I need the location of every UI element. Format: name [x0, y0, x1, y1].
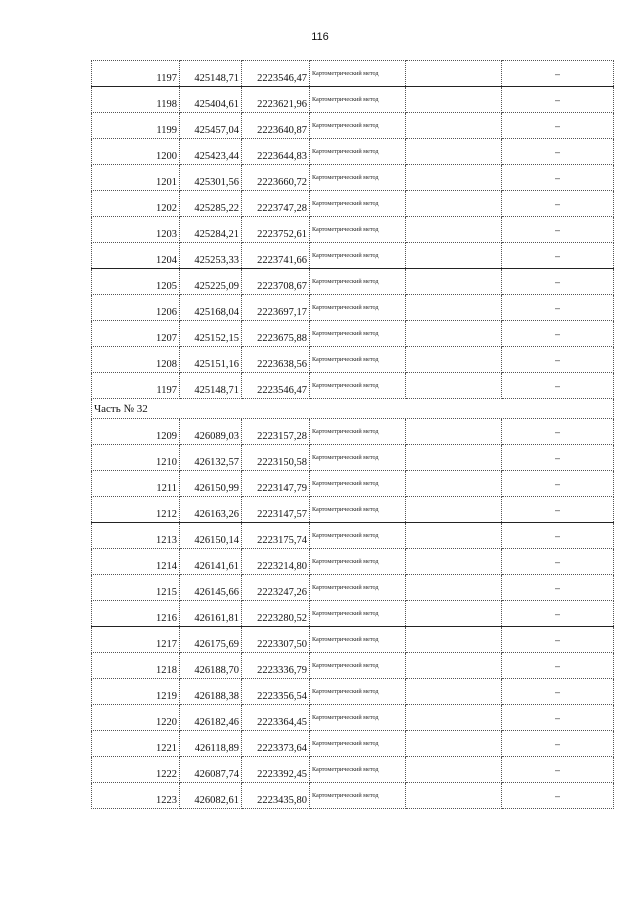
dash-cell: –	[502, 783, 614, 809]
table-row	[92, 653, 614, 679]
method-cell: Картометрический метод	[310, 217, 406, 243]
method-cell: Картометрический метод	[310, 627, 406, 653]
y-coordinate-cell: 2223147,79	[242, 471, 310, 497]
dash-cell: –	[502, 627, 614, 653]
method-cell: Картометрический метод	[310, 549, 406, 575]
point-id-cell: 1202	[92, 191, 180, 217]
empty-cell	[406, 523, 502, 549]
point-id-cell: 1201	[92, 165, 180, 191]
empty-cell	[406, 243, 502, 269]
point-id-cell: 1211	[92, 471, 180, 497]
y-coordinate-cell: 2223307,50	[242, 627, 310, 653]
empty-cell	[406, 783, 502, 809]
table-row	[92, 191, 614, 217]
table-row	[92, 87, 614, 113]
method-cell: Картометрический метод	[310, 783, 406, 809]
y-coordinate-cell: 2223752,61	[242, 217, 310, 243]
point-id-cell: 1210	[92, 445, 180, 471]
point-id-cell: 1216	[92, 601, 180, 627]
x-coordinate-cell: 426082,61	[180, 783, 242, 809]
empty-cell	[406, 549, 502, 575]
y-coordinate-cell: 2223640,87	[242, 113, 310, 139]
table-row	[92, 165, 614, 191]
method-cell: Картометрический метод	[310, 191, 406, 217]
table-row	[92, 445, 614, 471]
dash-cell: –	[502, 347, 614, 373]
y-coordinate-cell: 2223247,26	[242, 575, 310, 601]
empty-cell	[406, 471, 502, 497]
page-number: 116	[311, 31, 329, 43]
empty-cell	[406, 705, 502, 731]
empty-cell	[406, 87, 502, 113]
table-row	[92, 61, 614, 87]
dash-cell: –	[502, 445, 614, 471]
empty-cell	[406, 269, 502, 295]
dash-cell: –	[502, 679, 614, 705]
table-row	[92, 679, 614, 705]
y-coordinate-cell: 2223708,67	[242, 269, 310, 295]
table-row	[92, 113, 614, 139]
table-row	[92, 243, 614, 269]
method-cell: Картометрический метод	[310, 757, 406, 783]
y-coordinate-cell: 2223392,45	[242, 757, 310, 783]
point-id-cell: 1217	[92, 627, 180, 653]
method-cell: Картометрический метод	[310, 471, 406, 497]
x-coordinate-cell: 425152,15	[180, 321, 242, 347]
table-row	[92, 295, 614, 321]
y-coordinate-cell: 2223546,47	[242, 61, 310, 87]
point-id-cell: 1222	[92, 757, 180, 783]
y-coordinate-cell: 2223364,45	[242, 705, 310, 731]
y-coordinate-cell: 2223697,17	[242, 295, 310, 321]
dash-cell: –	[502, 705, 614, 731]
method-cell: Картометрический метод	[310, 705, 406, 731]
method-cell: Картометрический метод	[310, 445, 406, 471]
point-id-cell: 1212	[92, 497, 180, 523]
x-coordinate-cell: 425423,44	[180, 139, 242, 165]
method-cell: Картометрический метод	[310, 419, 406, 445]
empty-cell	[406, 217, 502, 243]
method-cell: Картометрический метод	[310, 731, 406, 757]
y-coordinate-cell: 2223546,47	[242, 373, 310, 399]
x-coordinate-cell: 425457,04	[180, 113, 242, 139]
point-id-cell: 1197	[92, 61, 180, 87]
x-coordinate-cell: 426182,46	[180, 705, 242, 731]
table-row	[92, 627, 614, 653]
table-row	[92, 321, 614, 347]
method-cell: Картометрический метод	[310, 373, 406, 399]
empty-cell	[406, 601, 502, 627]
y-coordinate-cell: 2223280,52	[242, 601, 310, 627]
table-row	[92, 497, 614, 523]
point-id-cell: 1221	[92, 731, 180, 757]
method-cell: Картометрический метод	[310, 653, 406, 679]
section-title: Часть № 32	[92, 399, 614, 419]
empty-cell	[406, 61, 502, 87]
table-row	[92, 217, 614, 243]
dash-cell: –	[502, 497, 614, 523]
y-coordinate-cell: 2223741,66	[242, 243, 310, 269]
method-cell: Картометрический метод	[310, 497, 406, 523]
empty-cell	[406, 113, 502, 139]
dash-cell: –	[502, 601, 614, 627]
x-coordinate-cell: 426150,99	[180, 471, 242, 497]
empty-cell	[406, 627, 502, 653]
table-row	[92, 373, 614, 399]
x-coordinate-cell: 425301,56	[180, 165, 242, 191]
coordinates-table-body	[92, 61, 614, 809]
y-coordinate-cell: 2223336,79	[242, 653, 310, 679]
y-coordinate-cell: 2223747,28	[242, 191, 310, 217]
x-coordinate-cell: 426161,81	[180, 601, 242, 627]
table-row	[92, 523, 614, 549]
y-coordinate-cell: 2223644,83	[242, 139, 310, 165]
point-id-cell: 1213	[92, 523, 180, 549]
table-row	[92, 347, 614, 373]
x-coordinate-cell: 426163,26	[180, 497, 242, 523]
empty-cell	[406, 497, 502, 523]
x-coordinate-cell: 426087,74	[180, 757, 242, 783]
section-row	[92, 399, 614, 419]
point-id-cell: 1203	[92, 217, 180, 243]
y-coordinate-cell: 2223373,64	[242, 731, 310, 757]
x-coordinate-cell: 426141,61	[180, 549, 242, 575]
y-coordinate-cell: 2223660,72	[242, 165, 310, 191]
dash-cell: –	[502, 321, 614, 347]
y-coordinate-cell: 2223356,54	[242, 679, 310, 705]
dash-cell: –	[502, 757, 614, 783]
table-row	[92, 419, 614, 445]
point-id-cell: 1214	[92, 549, 180, 575]
coordinates-table	[91, 60, 614, 809]
point-id-cell: 1200	[92, 139, 180, 165]
empty-cell	[406, 757, 502, 783]
y-coordinate-cell: 2223621,96	[242, 87, 310, 113]
point-id-cell: 1206	[92, 295, 180, 321]
x-coordinate-cell: 425148,71	[180, 373, 242, 399]
dash-cell: –	[502, 165, 614, 191]
dash-cell: –	[502, 113, 614, 139]
method-cell: Картометрический метод	[310, 679, 406, 705]
table-row	[92, 783, 614, 809]
empty-cell	[406, 373, 502, 399]
x-coordinate-cell: 426175,69	[180, 627, 242, 653]
method-cell: Картометрический метод	[310, 243, 406, 269]
point-id-cell: 1204	[92, 243, 180, 269]
x-coordinate-cell: 425285,22	[180, 191, 242, 217]
method-cell: Картометрический метод	[310, 601, 406, 627]
table-row	[92, 549, 614, 575]
y-coordinate-cell: 2223214,80	[242, 549, 310, 575]
table-row	[92, 139, 614, 165]
table-row	[92, 269, 614, 295]
point-id-cell: 1205	[92, 269, 180, 295]
table-row	[92, 705, 614, 731]
x-coordinate-cell: 425151,16	[180, 347, 242, 373]
x-coordinate-cell: 425225,09	[180, 269, 242, 295]
y-coordinate-cell: 2223157,28	[242, 419, 310, 445]
x-coordinate-cell: 425404,61	[180, 87, 242, 113]
dash-cell: –	[502, 419, 614, 445]
point-id-cell: 1208	[92, 347, 180, 373]
y-coordinate-cell: 2223638,56	[242, 347, 310, 373]
method-cell: Картометрический метод	[310, 87, 406, 113]
dash-cell: –	[502, 191, 614, 217]
method-cell: Картометрический метод	[310, 321, 406, 347]
point-id-cell: 1219	[92, 679, 180, 705]
y-coordinate-cell: 2223150,58	[242, 445, 310, 471]
dash-cell: –	[502, 243, 614, 269]
x-coordinate-cell: 425253,33	[180, 243, 242, 269]
empty-cell	[406, 347, 502, 373]
dash-cell: –	[502, 61, 614, 87]
method-cell: Картометрический метод	[310, 575, 406, 601]
empty-cell	[406, 419, 502, 445]
x-coordinate-cell: 425284,21	[180, 217, 242, 243]
point-id-cell: 1207	[92, 321, 180, 347]
y-coordinate-cell: 2223147,57	[242, 497, 310, 523]
x-coordinate-cell: 425148,71	[180, 61, 242, 87]
y-coordinate-cell: 2223675,88	[242, 321, 310, 347]
method-cell: Картометрический метод	[310, 347, 406, 373]
empty-cell	[406, 653, 502, 679]
x-coordinate-cell: 426145,66	[180, 575, 242, 601]
dash-cell: –	[502, 87, 614, 113]
table-row	[92, 601, 614, 627]
empty-cell	[406, 731, 502, 757]
y-coordinate-cell: 2223435,80	[242, 783, 310, 809]
dash-cell: –	[502, 523, 614, 549]
method-cell: Картометрический метод	[310, 61, 406, 87]
point-id-cell: 1218	[92, 653, 180, 679]
method-cell: Картометрический метод	[310, 139, 406, 165]
method-cell: Картометрический метод	[310, 523, 406, 549]
x-coordinate-cell: 426150,14	[180, 523, 242, 549]
method-cell: Картометрический метод	[310, 113, 406, 139]
table-row	[92, 471, 614, 497]
y-coordinate-cell: 2223175,74	[242, 523, 310, 549]
table-row	[92, 575, 614, 601]
empty-cell	[406, 679, 502, 705]
dash-cell: –	[502, 471, 614, 497]
x-coordinate-cell: 426118,89	[180, 731, 242, 757]
method-cell: Картометрический метод	[310, 165, 406, 191]
empty-cell	[406, 191, 502, 217]
point-id-cell: 1198	[92, 87, 180, 113]
empty-cell	[406, 295, 502, 321]
empty-cell	[406, 575, 502, 601]
point-id-cell: 1215	[92, 575, 180, 601]
table-row	[92, 757, 614, 783]
dash-cell: –	[502, 731, 614, 757]
empty-cell	[406, 321, 502, 347]
point-id-cell: 1199	[92, 113, 180, 139]
x-coordinate-cell: 425168,04	[180, 295, 242, 321]
point-id-cell: 1220	[92, 705, 180, 731]
dash-cell: –	[502, 549, 614, 575]
point-id-cell: 1197	[92, 373, 180, 399]
table-row	[92, 731, 614, 757]
empty-cell	[406, 165, 502, 191]
x-coordinate-cell: 426188,38	[180, 679, 242, 705]
empty-cell	[406, 139, 502, 165]
empty-cell	[406, 445, 502, 471]
dash-cell: –	[502, 139, 614, 165]
dash-cell: –	[502, 653, 614, 679]
dash-cell: –	[502, 373, 614, 399]
point-id-cell: 1223	[92, 783, 180, 809]
dash-cell: –	[502, 269, 614, 295]
point-id-cell: 1209	[92, 419, 180, 445]
dash-cell: –	[502, 295, 614, 321]
method-cell: Картометрический метод	[310, 269, 406, 295]
dash-cell: –	[502, 217, 614, 243]
x-coordinate-cell: 426089,03	[180, 419, 242, 445]
x-coordinate-cell: 426132,57	[180, 445, 242, 471]
x-coordinate-cell: 426188,70	[180, 653, 242, 679]
method-cell: Картометрический метод	[310, 295, 406, 321]
dash-cell: –	[502, 575, 614, 601]
